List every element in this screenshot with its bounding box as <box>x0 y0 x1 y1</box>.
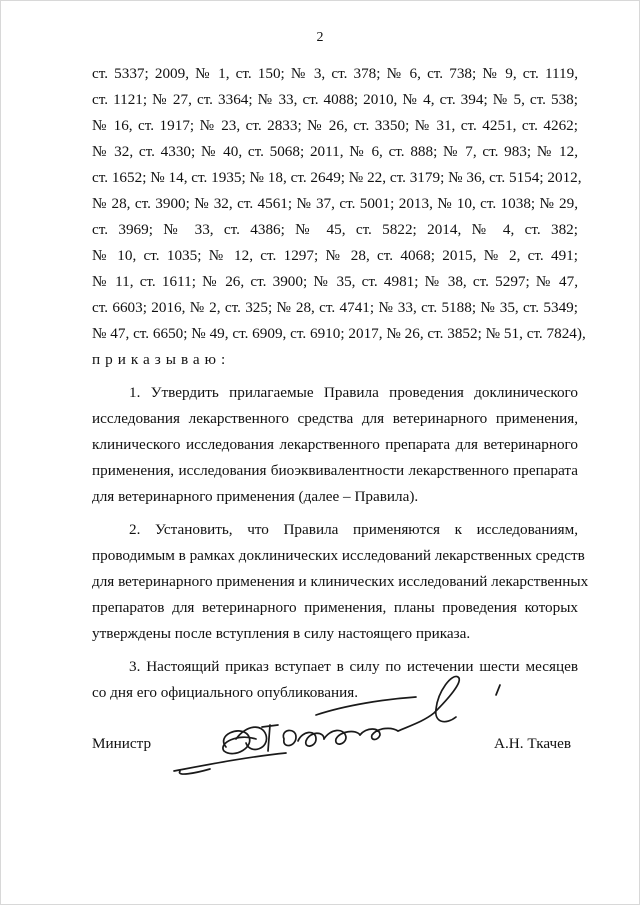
citation-line: ст. 5337; 2009, № 1, ст. 150; № 3, ст. 378; № 6, ст. 738; № 9, ст. 1119, <box>92 65 578 82</box>
citation-line: ст. 6603; 2016, № 2, ст. 325; № 28, ст. 4741; № 33, ст. 5188; № 35, ст. 5349; <box>92 299 578 316</box>
paragraph-line: для ветеринарного применения и клинических исследований лекарственных <box>92 573 589 590</box>
paragraph-line: 1. Утвердить прилагаемые Правила проведения доклинического <box>129 384 578 401</box>
paragraph-line: проводимым в рамках доклинических исследований лекарственных средств <box>92 547 585 564</box>
paragraph-line: клинического исследования лекарственного препарата для ветеринарного <box>92 436 578 453</box>
document-body <box>92 61 589 706</box>
paragraph-line: исследования лекарственного средства для ветеринарного применения, <box>92 410 578 427</box>
citation-line: № 16, ст. 1917; № 23, ст. 2833; № 26, ст. 3350; № 31, ст. 4251, ст. 4262; <box>92 117 578 134</box>
paragraph-line: 3. Настоящий приказ вступает в силу по истечении шести месяцев <box>129 658 578 675</box>
signatory-name: А.Н. Ткачев <box>494 735 572 752</box>
paragraph-line: для ветеринарного применения (далее – Правила). <box>92 488 419 505</box>
handwritten-signature <box>166 669 516 781</box>
signatory-title: Министр <box>92 735 152 752</box>
paragraph-line: 2. Установить, что Правила применяются к исследованиям, <box>129 521 578 538</box>
order-word: приказываю: <box>92 351 231 368</box>
page-number: 2 <box>316 30 324 45</box>
paragraph-line: со дня его официального опубликования. <box>92 684 359 701</box>
citation-line: № 11, ст. 1611; № 26, ст. 3900; № 35, ст. 4981; № 38, ст. 5297; № 47, <box>92 273 578 290</box>
citation-line: № 32, ст. 4330; № 40, ст. 5068; 2011, № 6, ст. 888; № 7, ст. 983; № 12, <box>92 143 578 160</box>
paragraph-line: препаратов для ветеринарного применения, планы проведения которых <box>92 599 578 616</box>
citation-line: ст. 1121; № 27, ст. 3364; № 33, ст. 4088; 2010, № 4, ст. 394; № 5, ст. 538; <box>92 91 578 108</box>
citation-line: № 10, ст. 1035; № 12, ст. 1297; № 28, ст. 4068; 2015, № 2, ст. 491; <box>92 247 578 264</box>
paragraph-2 <box>92 517 589 647</box>
citation-line: ст. 3969; № 33, ст. 4386; № 45, ст. 5822; 2014, № 4, ст. 382; <box>92 221 578 238</box>
legal-citations <box>92 61 586 347</box>
paragraph-line: утверждены после вступления в силу настоящего приказа. <box>92 625 471 642</box>
paragraph-1 <box>92 380 578 510</box>
citation-line: ст. 1652; № 14, ст. 1935; № 18, ст. 2649; № 22, ст. 3179; № 36, ст. 5154; 2012, <box>92 169 582 186</box>
citation-line: № 47, ст. 6650; № 49, ст. 6909, ст. 6910; 2017, № 26, ст. 3852; № 51, ст. 7824), <box>92 325 586 342</box>
paragraph-line: применения, исследования биоэквивалентности лекарственного препарата <box>92 462 578 479</box>
citation-line: № 28, ст. 3900; № 32, ст. 4561; № 37, ст. 5001; 2013, № 10, ст. 1038; № 29, <box>92 195 578 212</box>
